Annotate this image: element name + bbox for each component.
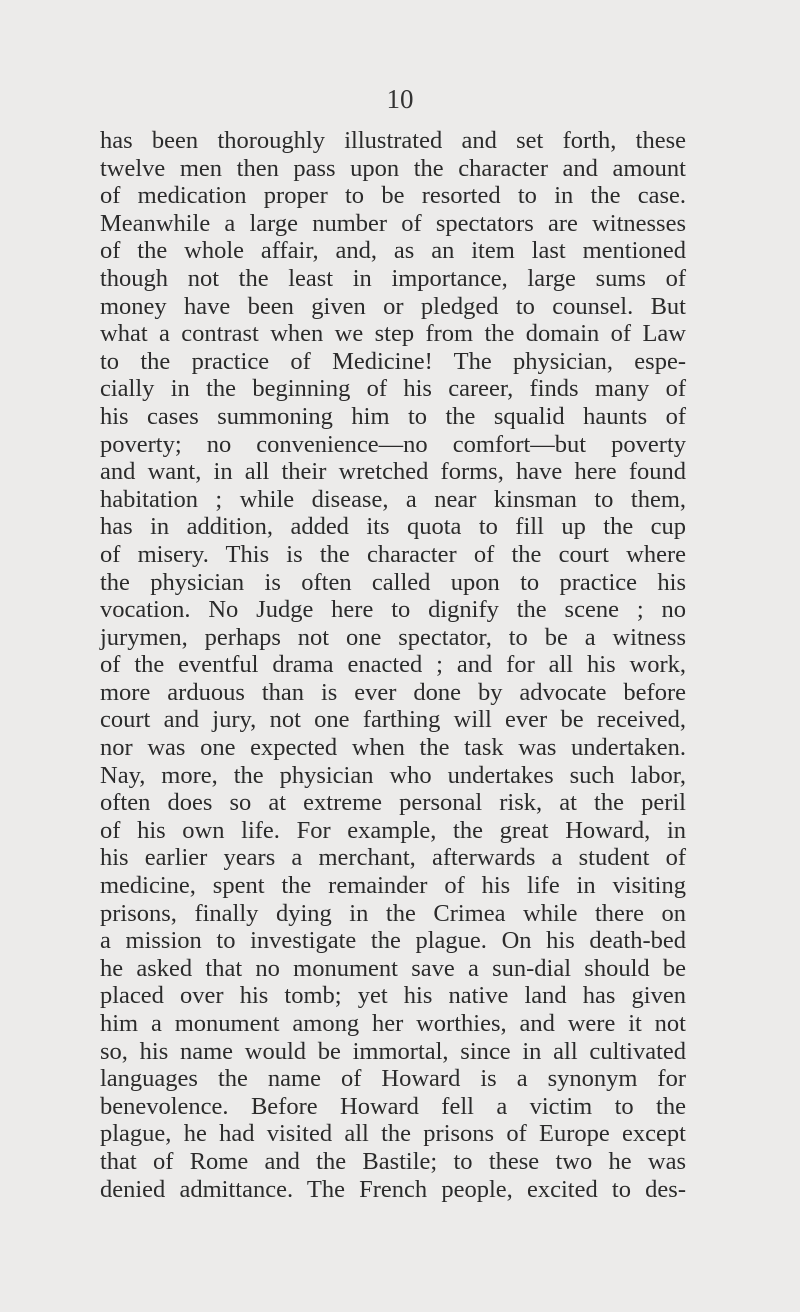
text-line: his cases summoning him to the squalid haunts of	[100, 402, 686, 430]
text-line: often does so at extreme personal risk, at the peril	[100, 789, 686, 817]
text-line: court and jury, not one farthing will ever be received,	[100, 706, 686, 734]
text-line: plague, he had visited all the prisons of Europe except	[100, 1120, 686, 1148]
text-line: benevolence. Before Howard fell a victim to the	[100, 1092, 686, 1120]
text-line: of the whole affair, and, as an item last mentioned	[100, 237, 686, 265]
text-line: of the eventful drama enacted ; and for all his work,	[100, 651, 686, 679]
text-line: poverty; no convenience—no comfort—but poverty	[100, 430, 686, 458]
text-line: though not the least in importance, large sums of	[100, 264, 686, 292]
text-line: denied admittance. The French people, excited to des-	[100, 1175, 686, 1203]
text-line: his earlier years a merchant, afterwards a student of	[100, 844, 686, 872]
text-line: languages the name of Howard is a synonym for	[100, 1065, 686, 1093]
text-line: Meanwhile a large number of spectators are witnesses	[100, 209, 686, 237]
text-line: habitation ; while disease, a near kinsman to them,	[100, 485, 686, 513]
text-line: has in addition, added its quota to fill up the cup	[100, 513, 686, 541]
text-line: vocation. No Judge here to dignify the scene ; no	[100, 596, 686, 624]
page-number: 10	[386, 84, 414, 114]
text-line: him a monument among her worthies, and were it not	[100, 1010, 686, 1037]
text-line: the physician is often called upon to practice his	[100, 568, 686, 596]
text-line: jurymen, perhaps not one spectator, to be a witness	[100, 623, 686, 651]
text-line: of medication proper to be resorted to in the case.	[100, 182, 686, 210]
text-line: Nay, more, the physician who undertakes such labor,	[100, 761, 686, 789]
text-line: placed over his tomb; yet his native land has given	[100, 982, 686, 1010]
text-line: so, his name would be immortal, since in all cultivated	[100, 1037, 686, 1065]
text-line: twelve men then pass upon the character and amount	[100, 154, 686, 182]
text-line: money have been given or pledged to counsel. But	[100, 292, 686, 320]
text-line: and want, in all their wretched forms, have here found	[100, 458, 686, 486]
text-line: a mission to investigate the plague. On his death-bed	[100, 927, 686, 955]
text-line: that of Rome and the Bastile; to these two he was	[100, 1147, 686, 1175]
text-line: medicine, spent the remainder of his life in visiting	[100, 872, 686, 900]
text-line: cially in the beginning of his career, finds many of	[100, 375, 686, 403]
text-line: to the practice of Medicine! The physician, espe-	[100, 347, 686, 375]
text-line: has been thoroughly illustrated and set forth, these	[100, 127, 686, 154]
body-text	[100, 127, 686, 1203]
text-line: more arduous than is ever done by advocate before	[100, 678, 686, 706]
text-line: prisons, finally dying in the Crimea while there on	[100, 899, 686, 927]
text-line: nor was one expected when the task was undertaken.	[100, 734, 686, 762]
text-line: what a contrast when we step from the domain of Law	[100, 320, 686, 348]
text-line: he asked that no monument save a sun-dial should be	[100, 954, 686, 982]
text-line: of misery. This is the character of the court where	[100, 540, 686, 568]
text-line: of his own life. For example, the great Howard, in	[100, 816, 686, 844]
